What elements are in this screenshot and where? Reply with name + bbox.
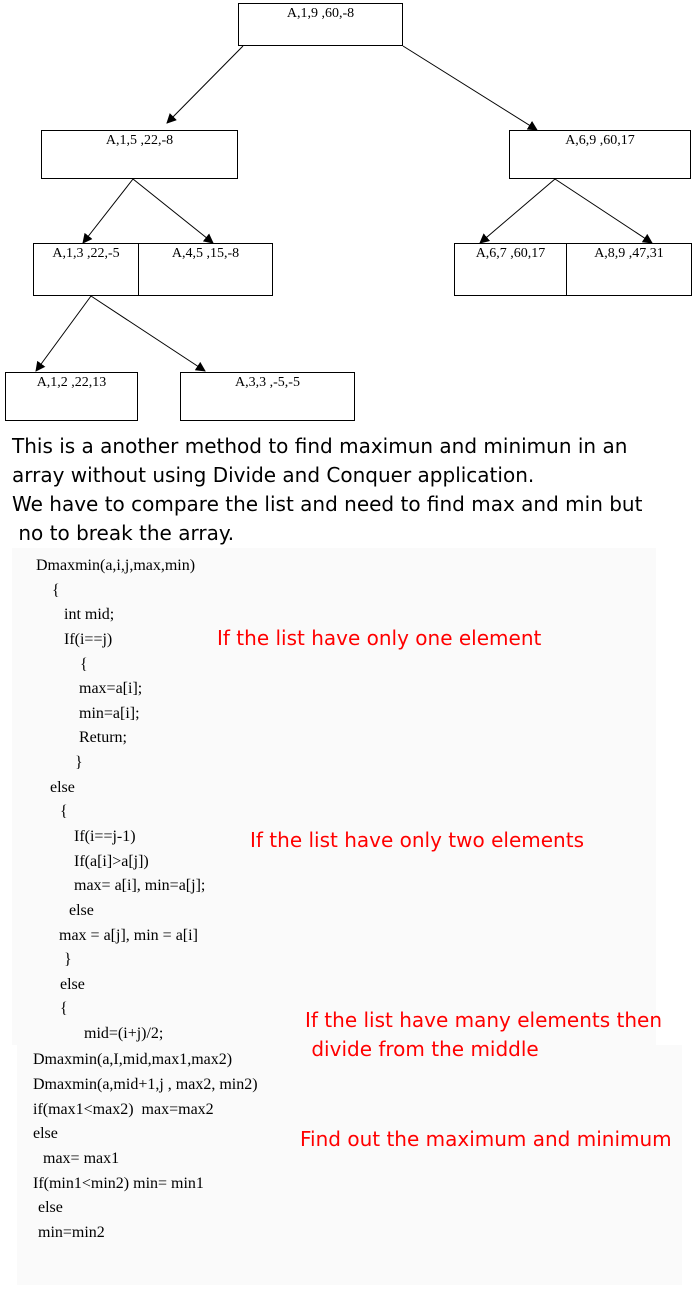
code-line-16: max = a[j], min = a[i] — [59, 927, 198, 944]
annotation-many-elements-line-1: If the list have many elements then — [305, 1008, 662, 1032]
code-line-21: Dmaxmin(a,I,mid,max1,max2) — [33, 1051, 233, 1068]
edge-l1right-d — [555, 179, 652, 243]
annotation-two-elements: If the list have only two elements — [250, 828, 584, 852]
edge-root-left — [167, 46, 243, 123]
code-line-20: mid=(i+j)/2; — [84, 1025, 164, 1042]
code-line-8: Return; — [79, 729, 127, 746]
annotation-find-max-min: Find out the maximum and minimum — [300, 1127, 672, 1151]
edge-root-right — [403, 46, 537, 130]
code-line-2: { — [52, 582, 60, 599]
code-line-3: int mid; — [64, 606, 115, 623]
recursion-tree — [0, 0, 700, 430]
code-line-27: else — [38, 1199, 63, 1216]
code-line-9: } — [75, 754, 83, 771]
code-line-11: { — [60, 803, 68, 820]
tree-node-level3-a: A,1,2 ,22,13 — [5, 372, 138, 421]
edge-l1left-b — [133, 179, 213, 243]
tree-node-level1-left: A,1,5 ,22,-8 — [41, 130, 238, 179]
code-line-23: if(max1<max2) max=max2 — [33, 1101, 214, 1118]
code-line-6: max=a[i]; — [79, 680, 143, 697]
intro-line-1: This is a another method to find maximun and minimun in an — [12, 434, 628, 458]
code-line-15: else — [69, 902, 94, 919]
code-line-25: max= max1 — [43, 1150, 120, 1167]
code-line-13: If(a[i]>a[j]) — [74, 853, 149, 870]
tree-node-level1-right: A,6,9 ,60,17 — [509, 130, 691, 179]
intro-line-2: array without using Divide and Conquer application. — [12, 463, 535, 487]
code-line-28: min=min2 — [38, 1224, 105, 1241]
intro-paragraph — [12, 432, 696, 548]
code-line-7: min=a[i]; — [79, 705, 140, 722]
intro-line-3: We have to compare the list and need to find max and min but — [12, 492, 643, 516]
edge-l2a-l3b — [91, 296, 205, 371]
intro-line-4: no to break the array. — [12, 521, 235, 545]
code-line-4: If(i==j) — [64, 631, 113, 648]
code-line-10: else — [50, 779, 75, 796]
edge-l1right-c — [480, 179, 555, 243]
code-line-19: { — [60, 1000, 68, 1017]
tree-node-level3-b: A,3,3 ,-5,-5 — [180, 372, 355, 421]
code-line-14: max= a[i], min=a[j]; — [74, 877, 206, 894]
code-line-1: Dmaxmin(a,i,j,max,min) — [36, 557, 196, 574]
tree-node-level2-b: A,4,5 ,15,-8 — [138, 243, 273, 296]
code-line-12: If(i==j-1) — [74, 828, 136, 845]
tree-node-root: A,1,9 ,60,-8 — [238, 3, 403, 46]
tree-node-level2-a: A,1,3 ,22,-5 — [33, 243, 139, 296]
tree-node-level2-c: A,6,7 ,60,17 — [454, 243, 567, 296]
code-line-24: else — [33, 1125, 58, 1142]
code-line-17: } — [64, 951, 72, 968]
annotation-one-element: If the list have only one element — [217, 626, 542, 650]
tree-node-level2-d: A,8,9 ,47,31 — [566, 243, 692, 296]
code-line-26: If(min1<min2) min= min1 — [33, 1175, 204, 1192]
code-line-22: Dmaxmin(a,mid+1,j , max2, min2) — [33, 1076, 258, 1093]
code-line-5: { — [80, 656, 88, 673]
edge-l1left-a — [83, 179, 133, 243]
code-line-18: else — [60, 976, 85, 993]
annotation-many-elements-line-2: divide from the middle — [305, 1037, 539, 1061]
edge-l2a-l3a — [36, 296, 91, 371]
